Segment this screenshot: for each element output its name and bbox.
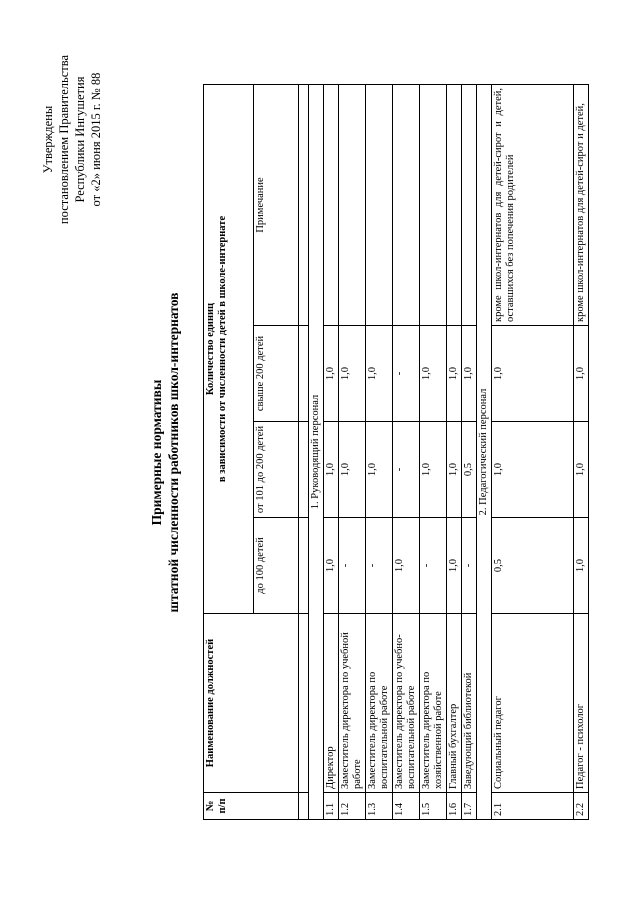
row-note: кроме школ-интернатов для детей-сирот и детей, xyxy=(574,84,589,325)
row-count-3: 1,0 xyxy=(366,326,393,422)
row-count-1: - xyxy=(366,518,393,614)
row-note xyxy=(447,84,462,325)
row-count-3: 1,0 xyxy=(420,326,447,422)
header-count-sub: в зависимости от численности детей в школе-интернате xyxy=(217,215,228,483)
row-count-2: 0,5 xyxy=(462,422,477,518)
row-note xyxy=(462,84,477,325)
table-row xyxy=(324,84,339,819)
document-title xyxy=(148,0,182,905)
table-row xyxy=(339,84,366,819)
header-spacer-row xyxy=(299,84,309,819)
row-name: Директор xyxy=(324,614,339,793)
row-name: Педагог - психолог xyxy=(574,614,589,793)
row-note xyxy=(393,84,420,325)
row-count-2: 1,0 xyxy=(366,422,393,518)
row-num: 1.3 xyxy=(366,793,393,820)
row-count-1: 1,0 xyxy=(393,518,420,614)
section-title: 1. Руководящий персонал xyxy=(309,84,324,819)
header-name: Наименование должностей xyxy=(204,614,299,793)
header-col-up-to-100: до 100 детей xyxy=(254,518,299,614)
table-row xyxy=(447,84,462,819)
row-name: Социальный педагог xyxy=(492,614,574,793)
row-count-1: 0,5 xyxy=(492,518,574,614)
row-count-1: - xyxy=(462,518,477,614)
row-name: Заместитель директора по хозяйственной работе xyxy=(420,614,447,793)
section-row xyxy=(309,84,324,819)
row-note xyxy=(339,84,366,325)
row-name: Заместитель директора по учебной работе xyxy=(339,614,366,793)
table-row xyxy=(492,84,574,819)
approval-stamp xyxy=(40,55,104,224)
approval-line-3: Республики Ингушетия xyxy=(73,76,87,203)
row-count-3: - xyxy=(393,326,420,422)
row-count-3: 1,0 xyxy=(462,326,477,422)
staffing-table xyxy=(203,84,589,820)
header-num: № п/п xyxy=(204,793,299,820)
row-num: 1.1 xyxy=(324,793,339,820)
header-col-101-200: от 101 до 200 детей xyxy=(254,422,299,518)
header-count-title: Количество единиц xyxy=(205,302,216,396)
row-count-2: 1,0 xyxy=(324,422,339,518)
row-count-3: 1,0 xyxy=(447,326,462,422)
row-name: Заместитель директора по учебно-воспитательной работе xyxy=(393,614,420,793)
row-count-3: 1,0 xyxy=(324,326,339,422)
header-count-group xyxy=(204,84,254,613)
row-count-2: - xyxy=(393,422,420,518)
row-count-2: 1,0 xyxy=(447,422,462,518)
row-note xyxy=(324,84,339,325)
row-count-2: 1,0 xyxy=(420,422,447,518)
header-row-top xyxy=(204,84,254,819)
row-count-2: 1,0 xyxy=(339,422,366,518)
row-num: 1.5 xyxy=(420,793,447,820)
table-row xyxy=(393,84,420,819)
row-count-1: - xyxy=(339,518,366,614)
row-count-2: 1,0 xyxy=(574,422,589,518)
row-num: 1.7 xyxy=(462,793,477,820)
row-count-1: 1,0 xyxy=(324,518,339,614)
table-row xyxy=(420,84,447,819)
table-row xyxy=(462,84,477,819)
row-num: 1.4 xyxy=(393,793,420,820)
row-name: Заведующий библиотекой xyxy=(462,614,477,793)
section-row xyxy=(477,84,492,819)
row-name: Главный бухгалтер xyxy=(447,614,462,793)
table-row xyxy=(366,84,393,819)
row-name: Заместитель директора по воспитательной работе xyxy=(366,614,393,793)
row-note: кроме школ-интернатов для детей-сирот и детей, оставшихся без попечения родителей xyxy=(492,84,574,325)
row-num: 2.1 xyxy=(492,793,574,820)
row-count-3: 1,0 xyxy=(574,326,589,422)
row-count-3: 1,0 xyxy=(492,326,574,422)
row-num: 1.2 xyxy=(339,793,366,820)
approval-line-4: от «2» июня 2015 г. № 88 xyxy=(89,72,103,207)
table-row xyxy=(574,84,589,819)
row-count-1: 1,0 xyxy=(574,518,589,614)
title-line-2: штатной численности работников школ-интернатов xyxy=(166,292,181,613)
row-count-3: 1,0 xyxy=(339,326,366,422)
header-note: Примечание xyxy=(254,84,299,325)
row-num: 1.6 xyxy=(447,793,462,820)
approval-line-2: постановлением Правительства xyxy=(57,55,71,225)
header-col-over-200: свыше 200 детей xyxy=(254,326,299,422)
title-line-1: Примерные нормативы xyxy=(149,379,164,526)
row-note xyxy=(420,84,447,325)
section-title: 2. Педагогический персонал xyxy=(477,84,492,819)
row-note xyxy=(366,84,393,325)
row-count-1: 1,0 xyxy=(447,518,462,614)
row-count-2: 1,0 xyxy=(492,422,574,518)
row-count-1: - xyxy=(420,518,447,614)
row-num: 2.2 xyxy=(574,793,589,820)
approval-line-1: Утверждены xyxy=(41,105,55,174)
